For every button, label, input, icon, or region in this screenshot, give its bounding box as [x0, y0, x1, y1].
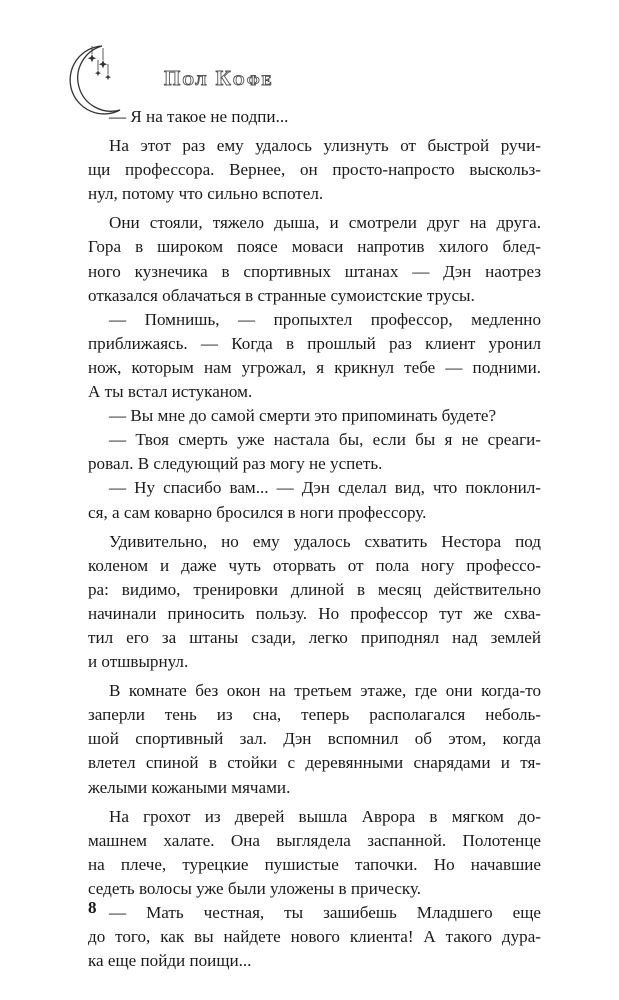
paragraph: [88, 134, 541, 206]
text-line: тил его за штаны сзади, легко приподнял над землей: [88, 627, 541, 647]
text-line: На грохот из дверей вышла Аврора в мягком до-: [109, 806, 541, 826]
text-line: приближаясь. — Когда в прошлый раз клиент уронил: [88, 333, 541, 353]
author-name: Пол Кофе: [164, 66, 274, 90]
paragraph: [88, 530, 541, 675]
paragraph: [88, 308, 541, 404]
paragraph: [88, 901, 541, 973]
text-line: — Ну спасибо вам... — Дэн сделал вид, что поклонил-: [109, 478, 541, 498]
text-line: ся, а сам коварно бросился в ноги профессору.: [88, 502, 427, 522]
text-line: коленом и даже чуть оторвать от пола ногу профессо-: [88, 555, 541, 575]
text-line: ка еще пойди поищи...: [88, 951, 252, 971]
text-line: заперли тень из сна, теперь располагался неболь-: [88, 705, 541, 725]
paragraph: [88, 211, 541, 307]
body-text: [88, 105, 541, 973]
text-line: нож, которым нам угрожал, я крикнул тебе — подними.: [88, 357, 541, 377]
text-line: и отшвырнул.: [88, 652, 189, 672]
text-line: желыми кожаными мячами.: [88, 777, 291, 797]
text-line: В комнате без окон на третьем этаже, где они когда-то: [109, 681, 541, 701]
text-line: — Помнишь, — пропыхтел профессор, медленно: [109, 309, 541, 329]
paragraph: [88, 805, 541, 901]
text-line: — Мать честная, ты зашибешь Младшего еще: [109, 903, 541, 922]
paragraph: [88, 679, 541, 799]
text-line: Они стояли, тяжело дыша, и смотрели друг на друга.: [109, 213, 541, 233]
text-line: ровал. В следующий раз могу не успеть.: [88, 454, 383, 474]
text-line: седеть волосы уже были уложены в прическу.: [88, 878, 422, 898]
text-line: Гора в широком поясе моваси напротив хилого блед-: [88, 237, 541, 257]
paragraph: [88, 476, 541, 524]
text-line: до того, как вы найдете нового клиента! А такого дура-: [88, 927, 541, 947]
text-line: А ты встал истуканом.: [88, 382, 253, 402]
text-line: Удивительно, но ему удалось схватить Нестора под: [109, 531, 541, 551]
paragraph: [88, 404, 541, 428]
text-line: ра: видимо, тренировки длиной в месяц действительно: [88, 579, 541, 599]
text-line: — Твоя смерть уже настала бы, если бы я не среаги-: [109, 430, 541, 450]
text-line: начинали приносить пользу. Но профессор тут же схва-: [88, 603, 541, 623]
paragraph: [88, 428, 541, 476]
text-line: влетел спиной в стойки с деревянными снарядами и тя-: [88, 753, 541, 773]
text-line: на плече, турецкие пушистые тапочки. Но начавшие: [88, 854, 541, 874]
text-line: На этот раз ему удалось улизнуть от быстрой ручи-: [109, 136, 541, 156]
text-line: машнем халате. Она выглядела заспанной. Полотенце: [88, 830, 541, 850]
text-line: нул, потому что сильно вспотел.: [88, 184, 324, 204]
text-line: отказался облачаться в странные сумоистские трусы.: [88, 285, 475, 305]
text-line: — Я на такое не подпи...: [109, 107, 289, 126]
text-line: ного кузнечика в спортивных штанах — Дэн наотрез: [88, 261, 541, 281]
text-line: шой спортивный зал. Дэн вспомнил об этом, когда: [88, 729, 541, 749]
page-number: 8: [88, 898, 97, 917]
paragraph: [88, 105, 541, 129]
text-line: — Вы мне до самой смерти это припоминать будете?: [109, 406, 497, 426]
text-line: щи профессора. Вернее, он просто-напросто выскольз-: [88, 160, 541, 180]
